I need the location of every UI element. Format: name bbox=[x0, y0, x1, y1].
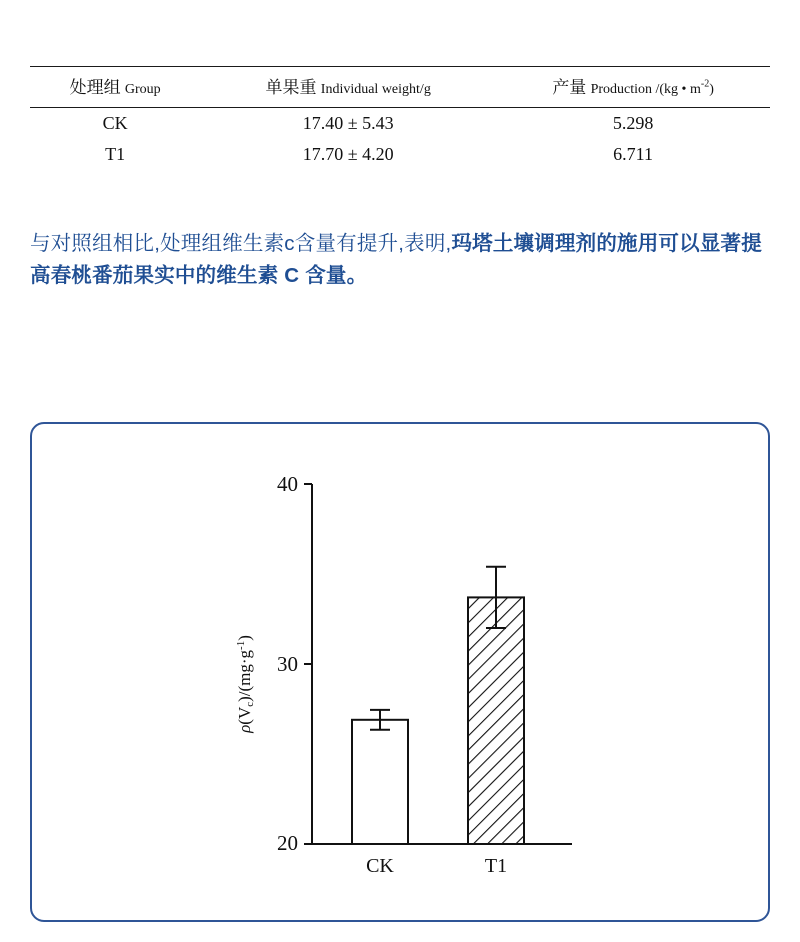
column-header-weight-en: Individual weight/g bbox=[320, 82, 431, 97]
results-table-container bbox=[30, 66, 770, 172]
bar-t1 bbox=[468, 597, 524, 844]
column-header-production-en: Production /(kg • m bbox=[590, 82, 701, 97]
column-header-weight bbox=[200, 67, 496, 108]
column-header-production-cn: 产量 bbox=[552, 78, 587, 97]
cell-group: T1 bbox=[105, 144, 126, 164]
cell-production: 5.298 bbox=[612, 113, 654, 133]
column-header-group-en: Group bbox=[124, 82, 161, 97]
table-header-row bbox=[30, 67, 770, 108]
cell-production: 6.711 bbox=[613, 144, 654, 164]
column-header-group bbox=[30, 67, 200, 108]
column-header-group-cn: 处理组 bbox=[69, 78, 121, 97]
bar-ck bbox=[352, 720, 408, 844]
table-body bbox=[30, 108, 770, 173]
column-header-production-en-tail: ) bbox=[709, 82, 714, 97]
y-tick-label-40: 40 bbox=[277, 472, 298, 496]
results-table bbox=[30, 66, 770, 172]
y-axis-title: $\rho(Vc)/(mg\cdot g^{-1})$ bbox=[235, 635, 256, 733]
x-tick-label-t1: T1 bbox=[484, 855, 508, 877]
vitamin-c-bar-chart bbox=[212, 454, 632, 894]
x-tick-label-ck: CK bbox=[366, 855, 394, 877]
cell-weight: 17.70 ± 4.20 bbox=[302, 144, 394, 164]
bar-chart-svg bbox=[212, 454, 632, 894]
paragraph-normal-text: 与对照组相比,处理组维生素c含量有提升,表明, bbox=[30, 232, 452, 255]
table-row bbox=[30, 108, 770, 140]
cell-group: CK bbox=[102, 113, 128, 133]
column-header-production-exponent: -2 bbox=[700, 78, 710, 90]
column-header-weight-cn: 单果重 bbox=[265, 78, 317, 97]
paragraph-bold-text: 玛塔土壤调理剂的施用可以显著提高春桃番茄果实中的维生素 C 含量。 bbox=[30, 232, 762, 287]
figure-card bbox=[30, 422, 770, 922]
cell-weight: 17.40 ± 5.43 bbox=[302, 113, 394, 133]
table-row bbox=[30, 139, 770, 172]
column-header-production bbox=[496, 67, 770, 108]
y-tick-label-20: 20 bbox=[277, 831, 298, 855]
table-header bbox=[30, 67, 770, 108]
conclusion-paragraph bbox=[30, 228, 775, 292]
y-tick-label-30: 30 bbox=[277, 652, 298, 676]
